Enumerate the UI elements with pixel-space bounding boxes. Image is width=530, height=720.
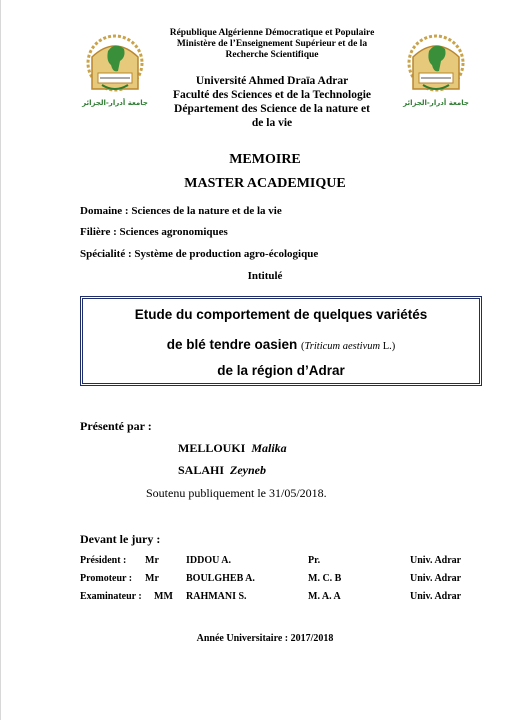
- jury-university: Univ. Adrar: [410, 555, 462, 566]
- title-line-2-text: de blé tendre oasien: [166, 337, 298, 352]
- jury-name: RAHMANI S.: [186, 591, 247, 602]
- jury-university: Univ. Adrar: [410, 573, 462, 584]
- intitule-label: Intitulé: [247, 270, 283, 282]
- academic-year: Année Universitaire : 2017/2018: [196, 633, 334, 644]
- research-line: Recherche Scientifique: [225, 50, 319, 60]
- thesis-title-line-2: [83, 337, 479, 352]
- jury-role: Président :: [80, 555, 127, 566]
- university-logo-left: [82, 27, 148, 111]
- page-edge: [0, 0, 1, 720]
- latin-name: (Triticum aestivum L.): [301, 341, 396, 352]
- author-2: [178, 463, 266, 478]
- domaine-field: Domaine : Sciences de la nature et de la vie: [80, 205, 282, 217]
- republic-line: République Algérienne Démocratique et Populaire: [169, 28, 375, 38]
- author-first-name: Zeyneb: [230, 463, 266, 477]
- jury-name: IDDOU A.: [186, 555, 232, 566]
- thesis-title-line-1: Etude du comportement de quelques variétés: [134, 307, 428, 322]
- specialite-field: Spécialité : Système de production agro-écologique: [80, 248, 319, 260]
- presented-by-label: Présenté par :: [80, 419, 152, 433]
- jury-civility: Mr: [145, 573, 159, 584]
- document-level: MASTER ACADEMIQUE: [184, 176, 346, 191]
- jury-row: [0, 591, 530, 605]
- university-logo-right: [403, 27, 469, 111]
- jury-civility: Mr: [145, 555, 159, 566]
- filiere-field: Filière : Sciences agronomiques: [80, 226, 228, 238]
- jury-row: [0, 573, 530, 587]
- thesis-title-line-3: de la région d’Adrar: [217, 363, 345, 378]
- species-author: L.: [382, 341, 392, 352]
- faculty-name: Faculté des Sciences et de la Technologie: [172, 89, 372, 101]
- jury-university: Univ. Adrar: [410, 591, 462, 602]
- jury-role: Promoteur :: [80, 573, 133, 584]
- jury-role: Examinateur :: [80, 591, 142, 602]
- thesis-title-box: [80, 296, 482, 386]
- jury-grade: M. C. B: [308, 573, 342, 584]
- jury-grade: M. A. A: [308, 591, 341, 602]
- author-last-name: SALAHI: [178, 463, 225, 477]
- logo-caption: جامعة أدرار-الجزائر: [82, 99, 148, 107]
- species-name: Triticum aestivum: [304, 341, 381, 352]
- author-1: [178, 441, 287, 456]
- defense-date: Soutenu publiquement le 31/05/2018.: [146, 486, 327, 500]
- jury-row: [0, 555, 530, 569]
- logo-caption: جامعة أدرار-الجزائر: [403, 99, 469, 107]
- jury-label: Devant le jury :: [80, 532, 161, 546]
- department-name-1: Département des Science de la nature et: [174, 103, 370, 115]
- ministry-line: Ministère de l’Enseignement Supérieur et de la: [176, 39, 368, 49]
- jury-civility: MM: [154, 591, 173, 602]
- author-last-name: MELLOUKI: [178, 441, 246, 455]
- jury-grade: Pr.: [308, 555, 321, 566]
- author-first-name: Malika: [251, 441, 287, 455]
- jury-name: BOULGHEB A.: [186, 573, 255, 584]
- ministry-header: [168, 28, 376, 61]
- document-type: MEMOIRE: [229, 152, 301, 167]
- university-name: Université Ahmed Draïa Adrar: [195, 75, 349, 87]
- university-header: [168, 74, 376, 130]
- department-name-2: de la vie: [251, 117, 293, 129]
